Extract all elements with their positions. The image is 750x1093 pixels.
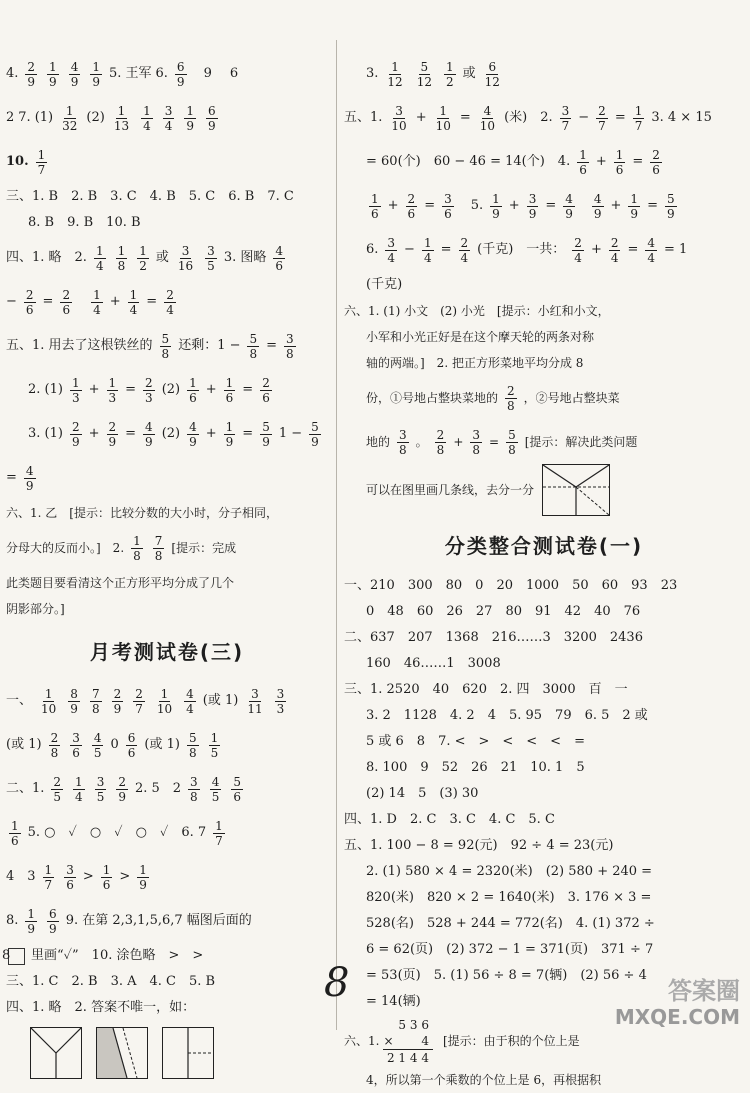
fraction: $\frac{5}{9}$ bbox=[666, 191, 675, 221]
fraction: $\frac{2}{4}$ bbox=[166, 287, 174, 317]
multiplicand: 5 3 6 bbox=[398, 1017, 429, 1032]
answer-line: 四、1. 略 2. 答案不唯一，如： bbox=[6, 1000, 196, 1015]
answer-line bbox=[6, 96, 328, 140]
hint-line: 4，所以第一个乘数的个位上是 6，再根据积 bbox=[366, 1073, 602, 1087]
answer-text: 可以在图里画几条线，去分一分 bbox=[366, 483, 535, 497]
fraction: $\frac{1}{8}$ bbox=[133, 533, 141, 563]
fraction: $\frac{1}{3}$ bbox=[108, 375, 117, 405]
hint-line: 六、1. (1) 小文 (2) 小光 [提示：小红和小文， bbox=[344, 304, 610, 318]
fraction: $\frac{1}{7}$ bbox=[634, 103, 643, 133]
answer-text: 里画“✓” 10. 涂色略 > > bbox=[31, 948, 204, 963]
sub-num: (1) bbox=[34, 110, 54, 125]
answer-text: 3. (1) bbox=[28, 426, 63, 441]
fraction: $\frac{1}{6}$ bbox=[615, 147, 624, 177]
operator: + bbox=[610, 198, 622, 213]
operator: = bbox=[242, 382, 254, 397]
operator: + bbox=[109, 294, 121, 309]
fraction: $\frac{3}{5}$ bbox=[207, 243, 215, 273]
fraction: $\frac{3}{7}$ bbox=[561, 103, 570, 133]
fraction: $\frac{1}{5}$ bbox=[210, 730, 219, 760]
q-num: 6. bbox=[155, 66, 168, 81]
answer-text: (或 1) bbox=[6, 737, 42, 752]
operator: + bbox=[590, 242, 602, 257]
fraction: $\frac{3}{5}$ bbox=[96, 774, 105, 804]
fraction: $\frac{1}{10}$ bbox=[41, 686, 57, 716]
answer-text: 2. (1) bbox=[28, 382, 63, 397]
fraction: $\frac{1}{7}$ bbox=[37, 147, 46, 177]
blank-box bbox=[8, 948, 25, 965]
fraction: $\frac{1}{4}$ bbox=[95, 243, 104, 273]
square-diagonal-shape bbox=[30, 1027, 82, 1079]
fraction: $\frac{1}{9}$ bbox=[49, 59, 57, 89]
square-field-diagram bbox=[542, 464, 610, 516]
hint-line: 阴影部分。] bbox=[6, 602, 65, 616]
answer-line bbox=[6, 456, 328, 500]
multiplication-vertical bbox=[383, 1017, 433, 1066]
answer-line: (千克) bbox=[366, 277, 403, 292]
fraction: $\frac{1}{7}$ bbox=[44, 862, 53, 892]
answer-line bbox=[6, 767, 328, 811]
fraction: $\frac{5}{8}$ bbox=[508, 427, 516, 457]
answer-text: [提示：完成 bbox=[171, 541, 237, 555]
answer-text: 二、1. bbox=[6, 781, 45, 796]
answer-line: 5 或 6 8 7. < > < < < = bbox=[366, 734, 585, 749]
fraction: $\frac{6}{9}$ bbox=[208, 103, 216, 133]
operator: = bbox=[489, 435, 500, 449]
fraction: $\frac{3}{8}$ bbox=[286, 331, 294, 361]
fraction: $\frac{1}{7}$ bbox=[215, 818, 223, 848]
fraction: $\frac{1}{6}$ bbox=[189, 375, 197, 405]
fraction: $\frac{1}{8}$ bbox=[117, 243, 126, 273]
answer-text: 5. ○ ✓ ○ ✓ ○ ✓ 6. 7 bbox=[27, 825, 207, 840]
answer-text: ，②号地占整块菜 bbox=[523, 391, 620, 405]
answer-text: 2. 5 2 bbox=[134, 781, 182, 796]
answer-line: = 53(页) 5. (1) 56 ÷ 8 = 7(辆) (2) 56 ÷ 4 bbox=[366, 968, 647, 983]
answer-line: 2. (1) 580 × 4 = 2320(米) (2) 580 + 240 = bbox=[366, 864, 653, 879]
answer-line: 6 = 62(页) (2) 372 − 1 = 371(页) 371 ÷ 7 bbox=[366, 942, 654, 957]
operator: = bbox=[242, 426, 254, 441]
fraction: $\frac{2}{9}$ bbox=[108, 419, 117, 449]
fraction: $\frac{3}{16}$ bbox=[177, 243, 194, 273]
answer-line: 0 48 60 26 27 80 91 42 40 76 bbox=[366, 604, 641, 619]
hint-line: 六、1. 乙 [提示：比较分数的大小时，分子相同， bbox=[6, 506, 278, 520]
fraction: $\frac{3}{8}$ bbox=[190, 774, 198, 804]
operator: + bbox=[415, 110, 427, 125]
operator: = bbox=[614, 110, 626, 125]
fraction: $\frac{5}{8}$ bbox=[161, 331, 170, 361]
watermark-logo bbox=[615, 978, 740, 1030]
fraction: $\frac{1}{2}$ bbox=[139, 243, 147, 273]
fraction: $\frac{1}{13}$ bbox=[113, 103, 130, 133]
answer-line: 528(名) 528 + 244 = 772(名) 4. (1) 372 ÷ bbox=[366, 916, 655, 931]
fraction: $\frac{2}{6}$ bbox=[62, 287, 71, 317]
answer-text: 地的 bbox=[366, 435, 391, 449]
sub-num: (2) bbox=[161, 382, 181, 397]
answer-line bbox=[6, 52, 328, 96]
operator: > bbox=[82, 869, 94, 884]
answer-line bbox=[344, 140, 744, 184]
fraction: $\frac{2}{6}$ bbox=[407, 191, 416, 221]
q-num: 10. bbox=[6, 154, 29, 169]
answer-text: 还剩：1 − bbox=[178, 338, 241, 353]
operator: + bbox=[88, 426, 100, 441]
fraction: $\frac{3}{11}$ bbox=[247, 686, 263, 716]
fraction: $\frac{1}{10}$ bbox=[435, 103, 451, 133]
fraction: $\frac{1}{12}$ bbox=[387, 59, 403, 89]
fraction: $\frac{2}{7}$ bbox=[598, 103, 606, 133]
answer-line: (2) 14 5 (3) 30 bbox=[366, 786, 479, 801]
fraction: $\frac{2}{4}$ bbox=[460, 235, 469, 265]
square-shaded-shape bbox=[96, 1027, 148, 1079]
fraction: $\frac{1}{6}$ bbox=[102, 862, 111, 892]
operator: − bbox=[578, 110, 590, 125]
fraction: $\frac{2}{9}$ bbox=[27, 59, 36, 89]
answer-text: 1 − bbox=[278, 426, 303, 441]
operator: − bbox=[404, 242, 415, 257]
section-title: 月考测试卷(三) bbox=[89, 640, 245, 664]
answer-text: (或 1) bbox=[202, 693, 239, 708]
answer-text: 或 bbox=[462, 66, 476, 81]
answer-text: (千克) 一共： bbox=[477, 242, 566, 257]
fraction: $\frac{2}{5}$ bbox=[53, 774, 62, 804]
fraction: $\frac{1}{6}$ bbox=[225, 375, 234, 405]
fraction: $\frac{4}{5}$ bbox=[211, 774, 220, 804]
fraction: $\frac{1}{3}$ bbox=[71, 375, 80, 405]
fraction: $\frac{1}{6}$ bbox=[11, 818, 19, 848]
answer-line bbox=[6, 855, 328, 899]
operator: = bbox=[440, 242, 452, 257]
answer-line bbox=[6, 280, 328, 324]
answer-line: 二、637 207 1368 216……3 3200 2436 bbox=[344, 630, 643, 645]
fraction: $\frac{7}{8}$ bbox=[91, 686, 100, 716]
fraction: $\frac{2}{4}$ bbox=[574, 235, 582, 265]
answer-line: 五、1. 100 − 8 = 92(元) 92 ÷ 4 = 23(元) bbox=[344, 838, 614, 853]
fraction: $\frac{4}{4}$ bbox=[186, 686, 194, 716]
fraction: $\frac{2}{6}$ bbox=[25, 287, 34, 317]
answer-line bbox=[6, 723, 328, 767]
fraction: $\frac{1}{32}$ bbox=[62, 103, 78, 133]
answer-line bbox=[6, 140, 328, 184]
fraction: $\frac{5}{9}$ bbox=[262, 419, 270, 449]
answer-text: (米) 2. bbox=[504, 110, 553, 125]
watermark-url: MXQE.COM bbox=[614, 1005, 740, 1029]
product: 2 1 4 4 bbox=[383, 1049, 433, 1066]
fraction: $\frac{2}{8}$ bbox=[507, 383, 515, 413]
operator: = bbox=[125, 382, 137, 397]
answer-text: (或 1) bbox=[144, 737, 180, 752]
fraction: $\frac{2}{9}$ bbox=[113, 686, 122, 716]
fraction: $\frac{6}{9}$ bbox=[49, 906, 57, 936]
right-column bbox=[344, 52, 744, 1093]
fraction: $\frac{6}{6}$ bbox=[127, 730, 136, 760]
fraction: $\frac{1}{6}$ bbox=[371, 191, 379, 221]
fraction: $\frac{3}{8}$ bbox=[399, 427, 407, 457]
answer-text: = 60(个) 60 − 46 = 14(个) 4. bbox=[366, 154, 571, 169]
fraction: $\frac{1}{4}$ bbox=[93, 287, 101, 317]
fraction: $\frac{1}{6}$ bbox=[579, 147, 587, 177]
operator: = bbox=[627, 242, 639, 257]
fraction: $\frac{2}{7}$ bbox=[135, 686, 143, 716]
q-num: 3. bbox=[366, 66, 379, 81]
fraction: $\frac{1}{9}$ bbox=[225, 419, 234, 449]
operator: + bbox=[453, 435, 464, 449]
fraction: $\frac{2}{3}$ bbox=[145, 375, 153, 405]
operator: = bbox=[266, 338, 278, 353]
answer-text: 0 bbox=[110, 737, 119, 752]
answer-line: 8. 100 9 52 26 21 10. 1 5 bbox=[366, 760, 585, 775]
operator: > bbox=[119, 869, 131, 884]
fraction: $\frac{1}{4}$ bbox=[75, 774, 83, 804]
fraction: $\frac{7}{8}$ bbox=[154, 533, 163, 563]
fraction: $\frac{5}{12}$ bbox=[416, 59, 432, 89]
operator: = bbox=[632, 154, 644, 169]
fraction: $\frac{3}{6}$ bbox=[66, 862, 74, 892]
section-title: 分类整合测试卷(一) bbox=[444, 534, 644, 558]
operator: = bbox=[545, 198, 557, 213]
answer-text: 五、1. 用去了这根铁丝的 bbox=[6, 338, 153, 353]
answer-line bbox=[344, 96, 744, 140]
hint-line bbox=[344, 376, 744, 420]
answer-line bbox=[344, 228, 744, 272]
fraction: $\frac{3}{6}$ bbox=[444, 191, 452, 221]
fraction: $\frac{6}{12}$ bbox=[484, 59, 500, 89]
fraction: $\frac{2}{8}$ bbox=[50, 730, 59, 760]
q-num: 6. bbox=[366, 242, 379, 257]
fraction: $\frac{1}{9}$ bbox=[27, 906, 36, 936]
hint-line bbox=[344, 464, 744, 516]
operator: = bbox=[6, 470, 17, 485]
q-num: 5. bbox=[470, 198, 484, 213]
answer-text: 。 bbox=[415, 435, 428, 449]
answer-text: 3. 图略 bbox=[223, 250, 267, 265]
fraction: $\frac{1}{4}$ bbox=[423, 235, 432, 265]
answer-text: [提示：由于积的个位上是 bbox=[442, 1034, 580, 1048]
operator: + bbox=[595, 154, 607, 169]
operator: = bbox=[125, 426, 137, 441]
fraction: $\frac{1}{10}$ bbox=[156, 686, 173, 716]
answer-line bbox=[6, 811, 328, 855]
answer-text: 2 bbox=[6, 110, 15, 125]
operator: = bbox=[146, 294, 158, 309]
page-number: 8 bbox=[2, 948, 11, 963]
square-grid-shape bbox=[162, 1027, 214, 1079]
fraction: $\frac{1}{9}$ bbox=[492, 191, 500, 221]
answer-line bbox=[6, 324, 328, 368]
fraction: $\frac{2}{6}$ bbox=[652, 147, 660, 177]
column-divider bbox=[336, 40, 337, 1030]
answer-text: 9. 在第 2,3,1,5,6,7 幅图后面的 bbox=[65, 913, 252, 928]
answer-line: 160 46……1 3008 bbox=[366, 656, 501, 671]
example-shapes bbox=[6, 1027, 328, 1079]
hint-line bbox=[344, 420, 744, 464]
q-num: 7. bbox=[18, 110, 31, 125]
operator: + bbox=[88, 382, 100, 397]
answer-line: 三、1. B 2. B 3. C 4. B 5. C 6. B 7. C bbox=[6, 189, 294, 204]
answer-line bbox=[6, 412, 328, 456]
fraction: $\frac{4}{9}$ bbox=[593, 191, 602, 221]
fraction: $\frac{8}{9}$ bbox=[70, 686, 78, 716]
fraction: $\frac{1}{9}$ bbox=[92, 59, 100, 89]
left-column bbox=[6, 52, 328, 1079]
hint-line: 此类题目要看清这个正方形平均分成了几个 bbox=[6, 576, 235, 590]
answer-line bbox=[344, 52, 744, 96]
fraction: $\frac{2}{8}$ bbox=[436, 427, 445, 457]
answer-text: 9 bbox=[203, 66, 212, 81]
sub-num: (2) bbox=[161, 426, 181, 441]
hint-line: 轴的两端。] 2. 把正方形菜地平均分成 8 bbox=[366, 356, 584, 370]
answer-text: = 1 bbox=[664, 242, 688, 257]
operator: − bbox=[6, 294, 17, 309]
hint-line: 小军和小光正好是在这个摩天轮的两条对称 bbox=[366, 330, 595, 344]
operator: + bbox=[387, 198, 399, 213]
answer-text: 6 bbox=[229, 66, 239, 81]
fraction: $\frac{5}{8}$ bbox=[249, 331, 258, 361]
operator: + bbox=[508, 198, 520, 213]
operator: + bbox=[205, 382, 217, 397]
operator: = bbox=[647, 198, 658, 213]
fraction: $\frac{4}{9}$ bbox=[70, 59, 79, 89]
fraction: $\frac{4}{9}$ bbox=[25, 463, 34, 493]
answer-line bbox=[6, 236, 328, 280]
answer-text: 4 3 bbox=[6, 869, 36, 884]
fraction: $\frac{6}{9}$ bbox=[176, 59, 185, 89]
fraction: $\frac{4}{6}$ bbox=[275, 243, 283, 273]
operator: = bbox=[42, 294, 54, 309]
fraction: $\frac{3}{4}$ bbox=[387, 235, 396, 265]
answer-text: 四、1. 略 2. bbox=[6, 250, 87, 265]
answer-line: 8. B 9. B 10. B bbox=[28, 215, 141, 230]
fraction: $\frac{5}{6}$ bbox=[233, 774, 241, 804]
answer-line: 一、210 300 80 0 20 1000 50 60 93 23 bbox=[344, 578, 678, 593]
fraction: $\frac{4}{10}$ bbox=[479, 103, 496, 133]
hint-line bbox=[6, 526, 328, 570]
answer-line bbox=[344, 184, 744, 228]
operator: = bbox=[424, 198, 436, 213]
answer-text: 分母大的反而小。] 2. bbox=[6, 541, 125, 555]
fraction: $\frac{2}{4}$ bbox=[610, 235, 619, 265]
answer-text: 份，①号地占整块菜地的 bbox=[366, 391, 499, 405]
answer-line: 3. 2 1128 4. 2 4 5. 95 79 6. 5 2 或 bbox=[366, 708, 648, 723]
fraction: $\frac{3}{3}$ bbox=[276, 686, 285, 716]
fraction: $\frac{5}{8}$ bbox=[188, 730, 197, 760]
answer-line bbox=[6, 899, 328, 943]
answer-text: 5. 王军 bbox=[108, 66, 152, 81]
fraction: $\frac{3}{9}$ bbox=[528, 191, 537, 221]
section-num: 一、 bbox=[6, 693, 33, 708]
fraction: $\frac{2}{9}$ bbox=[118, 774, 126, 804]
fraction: $\frac{3}{4}$ bbox=[164, 103, 173, 133]
answer-text: [提示：解决此类问题 bbox=[524, 435, 638, 449]
fraction: $\frac{1}{9}$ bbox=[186, 103, 195, 133]
answer-line: 三、1. C 2. B 3. A 4. C 5. B bbox=[6, 974, 216, 989]
answer-line bbox=[6, 943, 328, 969]
sub-num: (2) bbox=[86, 110, 105, 125]
fraction: $\frac{1}{4}$ bbox=[143, 103, 151, 133]
answer-line: 四、1. D 2. C 3. C 4. C 5. C bbox=[344, 812, 555, 827]
section-num: 六、1. bbox=[344, 1034, 380, 1048]
operator: = bbox=[459, 110, 471, 125]
fraction: $\frac{4}{9}$ bbox=[189, 419, 197, 449]
answer-line: 820(米) 820 × 2 = 1640(米) 3. 176 × 3 = bbox=[366, 890, 652, 905]
answer-text: 3. 4 × 15 bbox=[651, 110, 712, 125]
q-num: 8. bbox=[6, 913, 19, 928]
fraction: $\frac{3}{6}$ bbox=[72, 730, 80, 760]
fraction: $\frac{4}{9}$ bbox=[145, 419, 153, 449]
q-num: 4. bbox=[6, 66, 19, 81]
fraction: $\frac{1}{9}$ bbox=[630, 191, 639, 221]
answer-line bbox=[6, 679, 328, 723]
fraction: $\frac{1}{4}$ bbox=[129, 287, 138, 317]
fraction: $\frac{4}{5}$ bbox=[93, 730, 102, 760]
answer-line bbox=[6, 368, 328, 412]
fraction: $\frac{1}{9}$ bbox=[139, 862, 147, 892]
fraction: $\frac{1}{2}$ bbox=[445, 59, 454, 89]
handwritten-mark: 8 bbox=[324, 960, 350, 1006]
fraction: $\frac{4}{4}$ bbox=[647, 235, 656, 265]
fraction: $\frac{3}{8}$ bbox=[472, 427, 481, 457]
fraction: $\frac{5}{9}$ bbox=[311, 419, 319, 449]
answer-text: 五、1. bbox=[344, 110, 383, 125]
multiplier: × 4 bbox=[383, 1033, 429, 1048]
answer-text: 或 bbox=[155, 250, 169, 265]
watermark-main: 答案圈 bbox=[668, 977, 740, 1005]
answer-line: = 14(辆) bbox=[366, 994, 421, 1009]
fraction: $\frac{2}{6}$ bbox=[262, 375, 270, 405]
fraction: $\frac{3}{10}$ bbox=[391, 103, 407, 133]
fraction: $\frac{4}{9}$ bbox=[565, 191, 573, 221]
operator: + bbox=[205, 426, 217, 441]
answer-line: 三、1. 2520 40 620 2. 四 3000 百 一 bbox=[344, 682, 628, 697]
fraction: $\frac{2}{9}$ bbox=[71, 419, 80, 449]
